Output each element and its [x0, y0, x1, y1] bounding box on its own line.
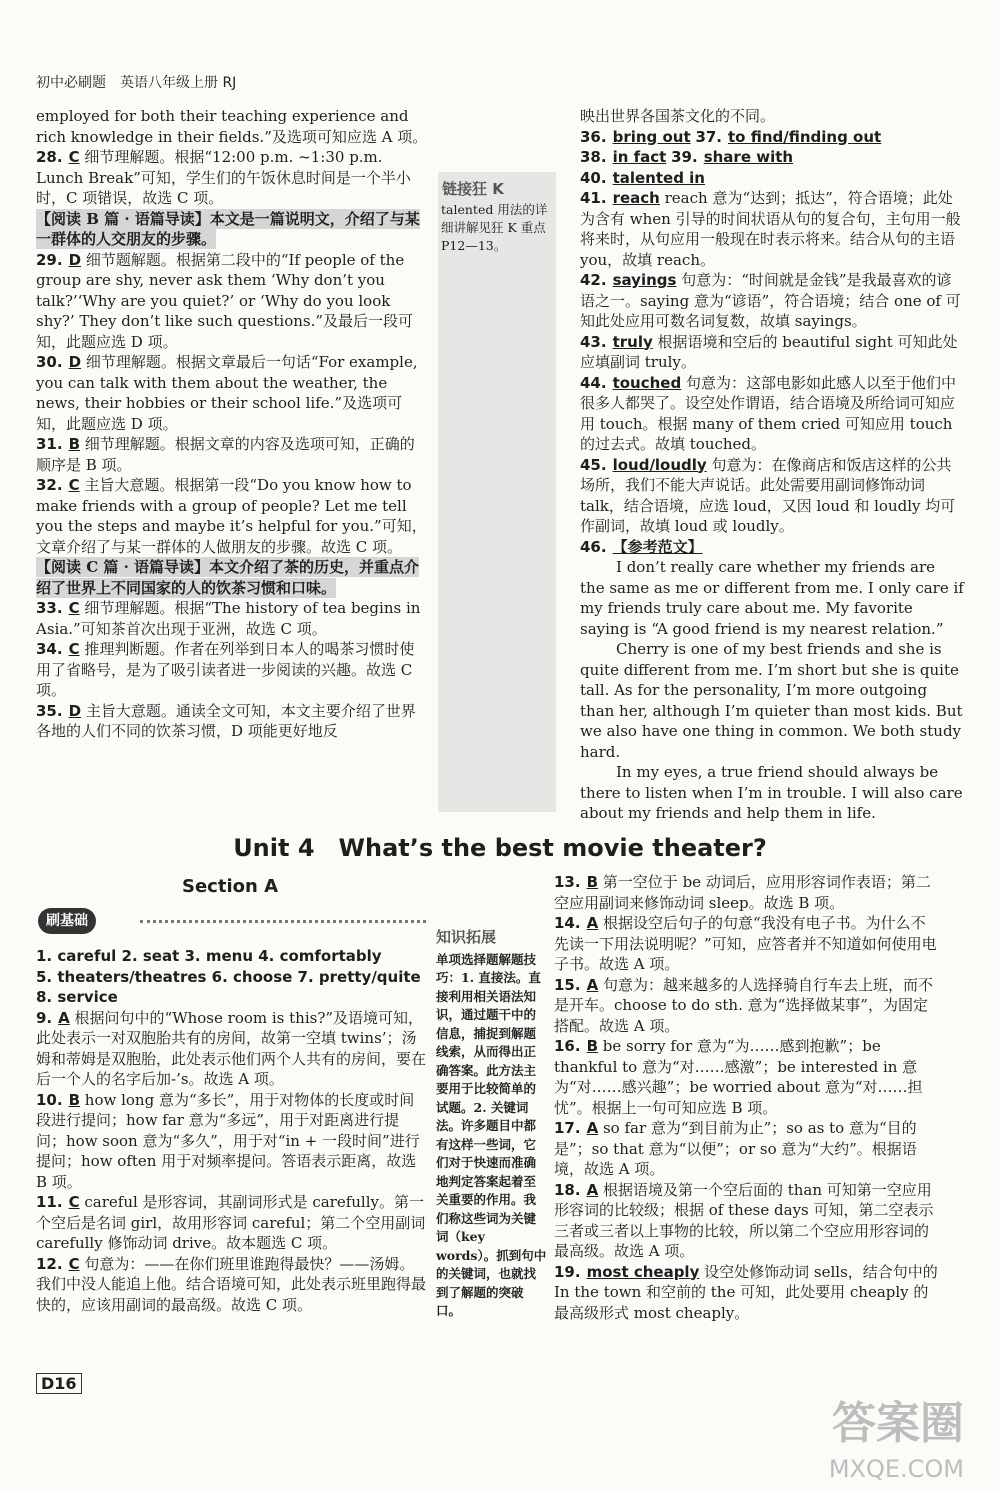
answer-value: bring out: [612, 127, 691, 146]
answer-item: [580, 537, 964, 558]
passage-guide: 【阅读 B 篇 · 语篇导读】本文是一篇说明文，介绍了与某一群体的人交朋友的步骤。: [36, 209, 420, 248]
answer-column-bottom-right: [554, 872, 938, 1323]
answer-value: sayings: [612, 271, 677, 289]
question-number: 13.: [554, 873, 581, 891]
explanation: 细节理解题。根据“12:00 p.m. ~1:30 p.m. Lunch Break”可知，学生们的午饭休息时间是一个半小时，C 项错误，故选 C 项。: [36, 148, 411, 207]
answer-item: [580, 373, 964, 455]
answer-item: [36, 209, 428, 250]
question-number: 46.: [580, 537, 607, 556]
answer-item: [36, 598, 428, 639]
question-number: 28.: [36, 148, 63, 166]
answer-item: [580, 455, 964, 537]
answer-value: C: [68, 148, 80, 166]
question-number: 44.: [580, 373, 607, 392]
essay-paragraph: Cherry is one of my best friends and she is quite different from me. I’m short but she is quite tall. As for the personality, I’m more outgoing than her, although I’m quieter than most kids. But we also have one thing in common. We both study hard.: [580, 640, 963, 761]
question-number: 17.: [554, 1119, 581, 1137]
question-number: 39.: [671, 148, 698, 166]
answer-item: [580, 127, 964, 148]
answer-value: 【参考范文】: [612, 537, 703, 556]
answer-value: in fact: [612, 148, 667, 166]
answer-item: [580, 270, 964, 332]
answer-value: C: [68, 599, 80, 617]
explanation: 根据设空后句子的句意“我没有电子书。为什么不先读一下用法说明呢？”可知，应答者并不知道如何使用电子书。故选 A 项。: [554, 914, 937, 973]
sidebar-text: talented 用法的详细讲解见狂 K 重点 P12—13。: [441, 202, 548, 253]
question-number: 32.: [36, 476, 63, 494]
question-number: 14.: [554, 914, 581, 932]
watermark-logo: 答案圈: [832, 1398, 964, 1449]
question-number: 37.: [695, 127, 723, 146]
answer-item: [36, 701, 428, 742]
question-number: 43.: [580, 332, 607, 351]
answer-item: [554, 1262, 938, 1324]
answer-item: [554, 913, 938, 975]
answer-value: share with: [703, 148, 794, 166]
question-number: 10.: [36, 1090, 63, 1109]
answer-value: A: [586, 1119, 599, 1137]
divider: [140, 920, 426, 923]
explanation: 细节理解题。根据文章最后一句话“For example, you can talk with them about the weather, the news, their hobbies or their school life.”及选项可知，此题应选 D 项。: [36, 353, 418, 433]
explanation: 细节题解题。根据第二段中的“If people of the group are shy, never ask them ‘Why don’t you talk?’‘Why are you quiet?’ or ‘Why do you look shy?’ They don’t like such questions.”及最后一段可知，此题应选 D 项。: [36, 250, 414, 351]
question-number: 16.: [554, 1037, 581, 1055]
answer-value: C: [68, 1193, 80, 1211]
explanation: employed for both their teaching experience and rich knowledge in their fields.”及选项可知应选 A 项。: [36, 107, 428, 146]
essay-paragraph: In my eyes, a true friend should always be there to listen when I’m in trouble. I will also care about my friends and help them in life.: [580, 763, 963, 822]
answer-item: [36, 475, 428, 557]
question-number: 35.: [36, 701, 63, 720]
question-number: 9.: [36, 1008, 53, 1027]
explanation: 设空处修饰动词 sells，结合句中的 In the town 和空前的 the 可知，此处要用 cheaply 的最高级形式 most cheaply。: [554, 1262, 938, 1322]
answer-item: [36, 106, 428, 147]
explanation: 根据语境和空后的 beautiful sight 可知此处应填副词 truly。: [580, 332, 958, 371]
answer-value: reach: [612, 189, 660, 207]
answer-value: B: [586, 873, 599, 891]
answer-value: most cheaply: [586, 1262, 700, 1281]
answer-value: to find/finding out: [728, 127, 882, 146]
sidebar-text: 单项选择题解题技巧：1. 直接法。直接利用相关语法知识，通过题干中的信息，捕捉到解题线索，从而得出正确答案。此方法主要用于比较简单的试题。2. 关键词法。许多题目中都有这样一些词，它们对于快速而准确地判定答案起着至关重要的作用。我们称这些词为关键词（key words）。抓到句中的关键词，也就找到了解题的突破口。: [436, 951, 547, 1318]
explanation: 句意为：——在你们班里谁跑得最快？——汤姆。我们中没人能追上他。结合语境可知，此处表示班里跑得最快的，应该用副词的最高级。故选 C 项。: [36, 1254, 427, 1314]
question-number: 42.: [580, 271, 607, 289]
answer-item: [36, 1090, 426, 1193]
explanation: 第一空位于 be 动词后，应用形容词作表语；第二空应用副词来修饰动词 sleep。故选 B 项。: [554, 873, 931, 912]
answer-item: [36, 987, 426, 1008]
answer-value: A: [58, 1008, 70, 1027]
answer-value: A: [586, 914, 599, 932]
explanation: 细节理解题。根据“The history of tea begins in Asia.”可知茶首次出现于亚洲，故选 C 项。: [36, 599, 421, 638]
question-number: 29.: [36, 250, 63, 269]
answer-value: truly: [612, 332, 653, 351]
explanation: 句意为：“时间就是金钱”是我最喜欢的谚语之一。saying 意为“谚语”，符合语境；结合 one of 可知此处应用可数名词复数，故填 sayings。: [580, 271, 961, 330]
question-number: 11.: [36, 1193, 63, 1211]
answer-value: C: [68, 640, 80, 658]
answer-value: A: [586, 1180, 599, 1199]
page-header: 初中必刷题 英语八年级上册 RJ: [36, 75, 237, 91]
question-number: 38.: [580, 148, 607, 166]
passage-guide: 【阅读 C 篇 · 语篇导读】本文介绍了茶的历史，并重点介绍了世界上不同国家的人的饮茶习惯和口味。: [36, 558, 420, 597]
unit-title: Unit 4 What’s the best movie theater?: [233, 834, 767, 862]
answer-value: talented in: [612, 168, 705, 187]
explanation: 句意为：这部电影如此感人以至于他们中很多人都哭了。设空处作谓语，结合语境及所给词可知应用 touch。根据 many of them cried 可知应用 touch 的过去式。故填 touched。: [580, 373, 957, 453]
question-number: 41.: [580, 189, 607, 207]
answer-item: [36, 1254, 426, 1316]
answer-line: 8. service: [36, 988, 118, 1006]
answer-value: A: [586, 975, 599, 994]
answer-value: C: [68, 476, 80, 494]
explanation: 根据语境及第一个空后面的 than 可知第一空应用形容词的比较级；根据 of these days 可知，第二空表示三者或三者以上事物的比较，所以第二个空应用形容词的最高级。故选 A 项。: [554, 1180, 934, 1260]
question-number: 45.: [580, 455, 607, 474]
question-number: 19.: [554, 1262, 581, 1281]
answer-item: [36, 557, 428, 598]
watermark-url: MXQE.COM: [828, 1455, 964, 1483]
explanation: 根据问句中的“Whose room is this?”及语境可知，此处表示一对双胞胎共有的房间，故第一空填 twins’；汤姆和蒂姆是双胞胎，此处表示他们两个人共有的房间，要在后一个人的名字后加-’s。故选 A 项。: [36, 1008, 427, 1088]
explanation: 细节理解题。根据文章的内容及选项可知，正确的顺序是 B 项。: [36, 435, 415, 474]
sidebar-heading: 链接狂 K: [442, 180, 504, 198]
answer-item: [36, 434, 428, 475]
basics-badge: 刷基础: [38, 908, 96, 934]
explanation: 主旨大意题。根据第一段“Do you know how to make friends with a group of people? Let me tell you the steps and maybe it’s helpful for you.”可知，文章介绍了与某一群体的人做朋友的步骤。故选 C 项。: [36, 476, 427, 556]
answer-item: [36, 352, 428, 434]
answer-item: [554, 1118, 938, 1180]
answer-item: [580, 147, 964, 168]
question-number: 34.: [36, 640, 63, 658]
explanation: be sorry for 意为“为……感到抱歉”；be thankful to 意为“对……感激”；be interested in 意为“对……感兴趣”；be worried about 意为“对……担忧”。根据上一句可知应选 B 项。: [554, 1037, 923, 1117]
answer-value: D: [68, 353, 82, 371]
answer-item: [36, 639, 428, 701]
answer-item: [554, 1036, 938, 1118]
answer-item: 映出世界各国茶文化的不同。: [580, 107, 776, 125]
answer-item: [36, 967, 426, 988]
question-number: 31.: [36, 435, 63, 453]
answer-item: [554, 975, 938, 1037]
answer-item: [554, 872, 938, 913]
answer-item: [36, 1192, 426, 1254]
question-number: 36.: [580, 127, 607, 146]
answer-item: [580, 332, 964, 373]
answer-value: B: [586, 1037, 599, 1055]
question-number: 12.: [36, 1254, 63, 1273]
question-number: 33.: [36, 599, 63, 617]
answer-column-bottom-left: [36, 946, 426, 1315]
explanation: careful 是形容词，其副词形式是 carefully。第一个空后是名词 girl，故用形容词 careful；第二个空用副词 carefully 修饰动词 drive。故本题选 C 项。: [36, 1193, 426, 1252]
section-title: Section A: [182, 876, 278, 897]
answer-item: [36, 1008, 426, 1090]
answer-line: 5. theaters/theatres 6. choose 7. pretty/quite: [36, 967, 421, 986]
essay-paragraph: I don’t really care whether my friends are the same as me or different from me. I only care if my friends truly care about me. My favorite saying is “A good friend is my nearest relation.”: [580, 558, 964, 638]
answer-value: B: [68, 435, 81, 453]
answer-line: 1. careful 2. seat 3. menu 4. comfortably: [36, 947, 382, 965]
answer-item: [36, 147, 428, 209]
explanation: reach 意为“达到；抵达”，符合语境；此处为含有 when 引导的时间状语从句的复合句，主句用一般将来时，从句应用一般现在时表示将来。结合从句的主语 you，故填 reach。: [580, 189, 961, 269]
answer-item: [36, 946, 426, 967]
answer-item: [580, 188, 964, 270]
question-number: 40.: [580, 168, 607, 187]
question-number: 18.: [554, 1180, 581, 1199]
answer-value: D: [68, 701, 82, 720]
explanation: 句意为：越来越多的人选择骑自行车去上班，而不是开车。choose to do sth. 意为“选择做某事”，为固定搭配。故选 A 项。: [554, 975, 933, 1035]
answer-item: [580, 168, 964, 189]
sidebar-knowledge: [436, 928, 548, 1321]
answer-item: [36, 250, 428, 353]
explanation: 句意为：在像商店和饭店这样的公共场所，我们不能大声说话。此处需要用副词修饰动词 talk，结合语境，应选 loud，又因 loud 和 loudly 均可作副词，故填 loud 或 loudly。: [580, 455, 956, 535]
question-number: 15.: [554, 975, 581, 994]
page-number: D16: [36, 1373, 82, 1394]
sidebar-link-note: [438, 172, 556, 812]
answer-value: loud/loudly: [612, 455, 707, 474]
question-number: 30.: [36, 353, 63, 371]
answer-column-top-left: [36, 106, 428, 742]
answer-value: B: [68, 1090, 81, 1109]
sidebar-heading: 知识拓展: [436, 928, 497, 946]
explanation: 推理判断题。作者在列举到日本人的喝茶习惯时使用了省略号，是为了吸引读者进一步阅读的兴趣。故选 C 项。: [36, 640, 415, 699]
answer-value: C: [68, 1254, 80, 1273]
explanation: 主旨大意题。通读全文可知，本文主要介绍了世界各地的人们不同的饮茶习惯，D 项能更好地反: [36, 701, 416, 740]
answer-value: touched: [612, 373, 682, 392]
answer-value: D: [68, 250, 82, 269]
explanation: how long 意为“多长”，用于对物体的长度或时间段进行提问；how far 意为“多远”，用于对距离进行提问；how soon 意为“多久”，用于对“in + 一段时间”进行提问；how often 用于对频率提问。答语表示距离，故选 B 项。: [36, 1090, 420, 1191]
answer-item: [554, 1180, 938, 1262]
explanation: so far 意为“到目前为止”；so as to 意为“目的是”；so that 意为“以便”；or so 意为“大约”。根据语境，故选 A 项。: [554, 1119, 917, 1178]
answer-column-top-right: [580, 106, 964, 824]
